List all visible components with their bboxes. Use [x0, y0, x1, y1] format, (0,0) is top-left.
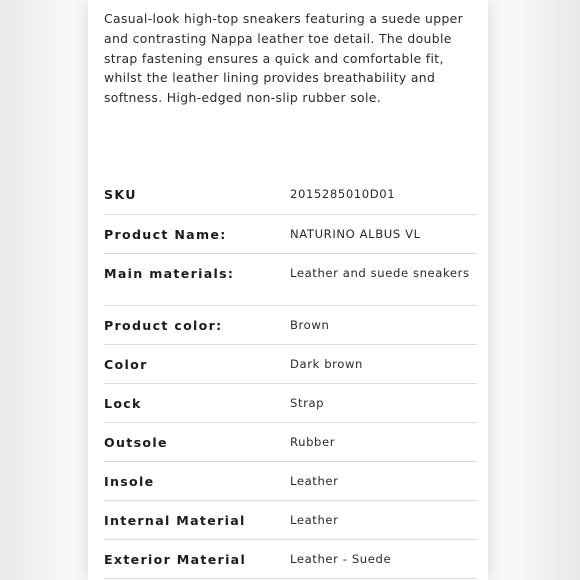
spec-label: Product Name: — [104, 227, 227, 242]
specs-table — [104, 175, 477, 579]
spec-row-internal-material — [104, 501, 477, 540]
spec-label: SKU — [104, 187, 137, 202]
spec-row-insole — [104, 462, 477, 501]
spec-label: Insole — [104, 474, 155, 489]
spec-label: Color — [104, 357, 148, 372]
spec-value: Brown — [290, 318, 330, 332]
spec-row-color — [104, 345, 477, 384]
spec-label: Outsole — [104, 435, 168, 450]
spec-value: Leather — [290, 513, 339, 527]
spec-row-lock — [104, 384, 477, 423]
spec-row-sku — [104, 175, 477, 215]
spec-value: Leather - Suede — [290, 552, 392, 566]
spec-label: Exterior Material — [104, 552, 247, 567]
spec-value: Leather and suede sneakers — [290, 266, 470, 280]
spec-label: Main materials: — [104, 266, 235, 281]
spec-row-outsole — [104, 423, 477, 462]
spec-value: 2015285010D01 — [290, 187, 396, 201]
spec-row-main-materials — [104, 254, 477, 306]
product-details-card — [88, 0, 488, 580]
spec-value: Rubber — [290, 435, 336, 449]
spec-row-product-name — [104, 215, 477, 254]
spec-value: Leather — [290, 474, 339, 488]
spec-row-exterior-material — [104, 540, 477, 579]
spec-value: Strap — [290, 396, 325, 410]
spec-label: Product color: — [104, 318, 223, 333]
spec-label: Lock — [104, 396, 142, 411]
spec-label: Internal Material — [104, 513, 246, 528]
spec-value: NATURINO ALBUS VL — [290, 227, 421, 241]
spec-row-product-color — [104, 306, 477, 345]
spec-value: Dark brown — [290, 357, 363, 371]
product-description: Casual-look high-top sneakers featuring a suede upper and contrasting Nappa leather toe detail. The double strap fastening ensures a quick and comfortable fit, whilst the leather lining provides breathability and softness. High-edged non-slip rubber sole. — [104, 11, 464, 106]
